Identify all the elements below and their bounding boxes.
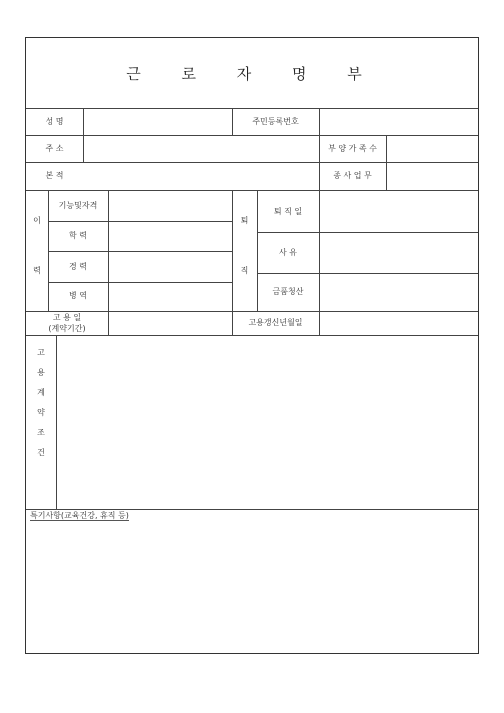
career-group-label: 이 력 (33, 216, 41, 275)
row-divider (48, 251, 232, 252)
row-divider (26, 135, 478, 136)
col-divider (319, 108, 320, 135)
military-label: 병 역 (69, 291, 87, 300)
row-divider (48, 221, 232, 222)
name-label: 성 명 (45, 117, 64, 126)
row-divider (26, 162, 478, 163)
address-label: 주 소 (45, 144, 64, 153)
col-divider (386, 135, 387, 190)
row-divider (26, 509, 478, 510)
domicile-label: 본 적 (45, 171, 64, 180)
col-divider (56, 335, 57, 509)
col-divider (108, 190, 109, 335)
retirement-group-label: 퇴 직 (240, 216, 249, 275)
contract-conditions-label: 고 용 계 약 조 건 (37, 348, 45, 457)
resident-number-label: 주민등록번호 (252, 117, 299, 126)
row-divider (257, 232, 478, 233)
dependents-label: 부 양 가 족 수 (328, 144, 377, 153)
education-label: 학 력 (69, 231, 87, 240)
settlement-label: 금품청산 (272, 287, 304, 296)
row-divider (48, 282, 232, 283)
contract-period-label: (계약기간) (48, 324, 86, 333)
reason-label: 사 유 (279, 248, 297, 257)
form-title: 근 로 자 명 부 (126, 65, 380, 83)
col-divider (83, 108, 84, 162)
hire-date-label: 고 용 일 (52, 313, 82, 322)
row-divider (26, 335, 478, 336)
row-divider (26, 190, 478, 191)
row-divider (26, 108, 478, 109)
row-divider (26, 311, 478, 312)
experience-label: 경 력 (69, 262, 87, 271)
skills-label: 기능및자격 (58, 201, 98, 210)
col-divider (319, 190, 320, 335)
retire-date-label: 퇴 직 일 (273, 207, 303, 216)
employee-register-form (25, 37, 479, 654)
job-label: 종 사 업 무 (333, 171, 372, 180)
renewal-date-label: 고용갱신년월일 (248, 318, 303, 327)
remarks-label: 특기사항(교육건강, 휴직 등) (30, 511, 129, 520)
row-divider (257, 273, 478, 274)
